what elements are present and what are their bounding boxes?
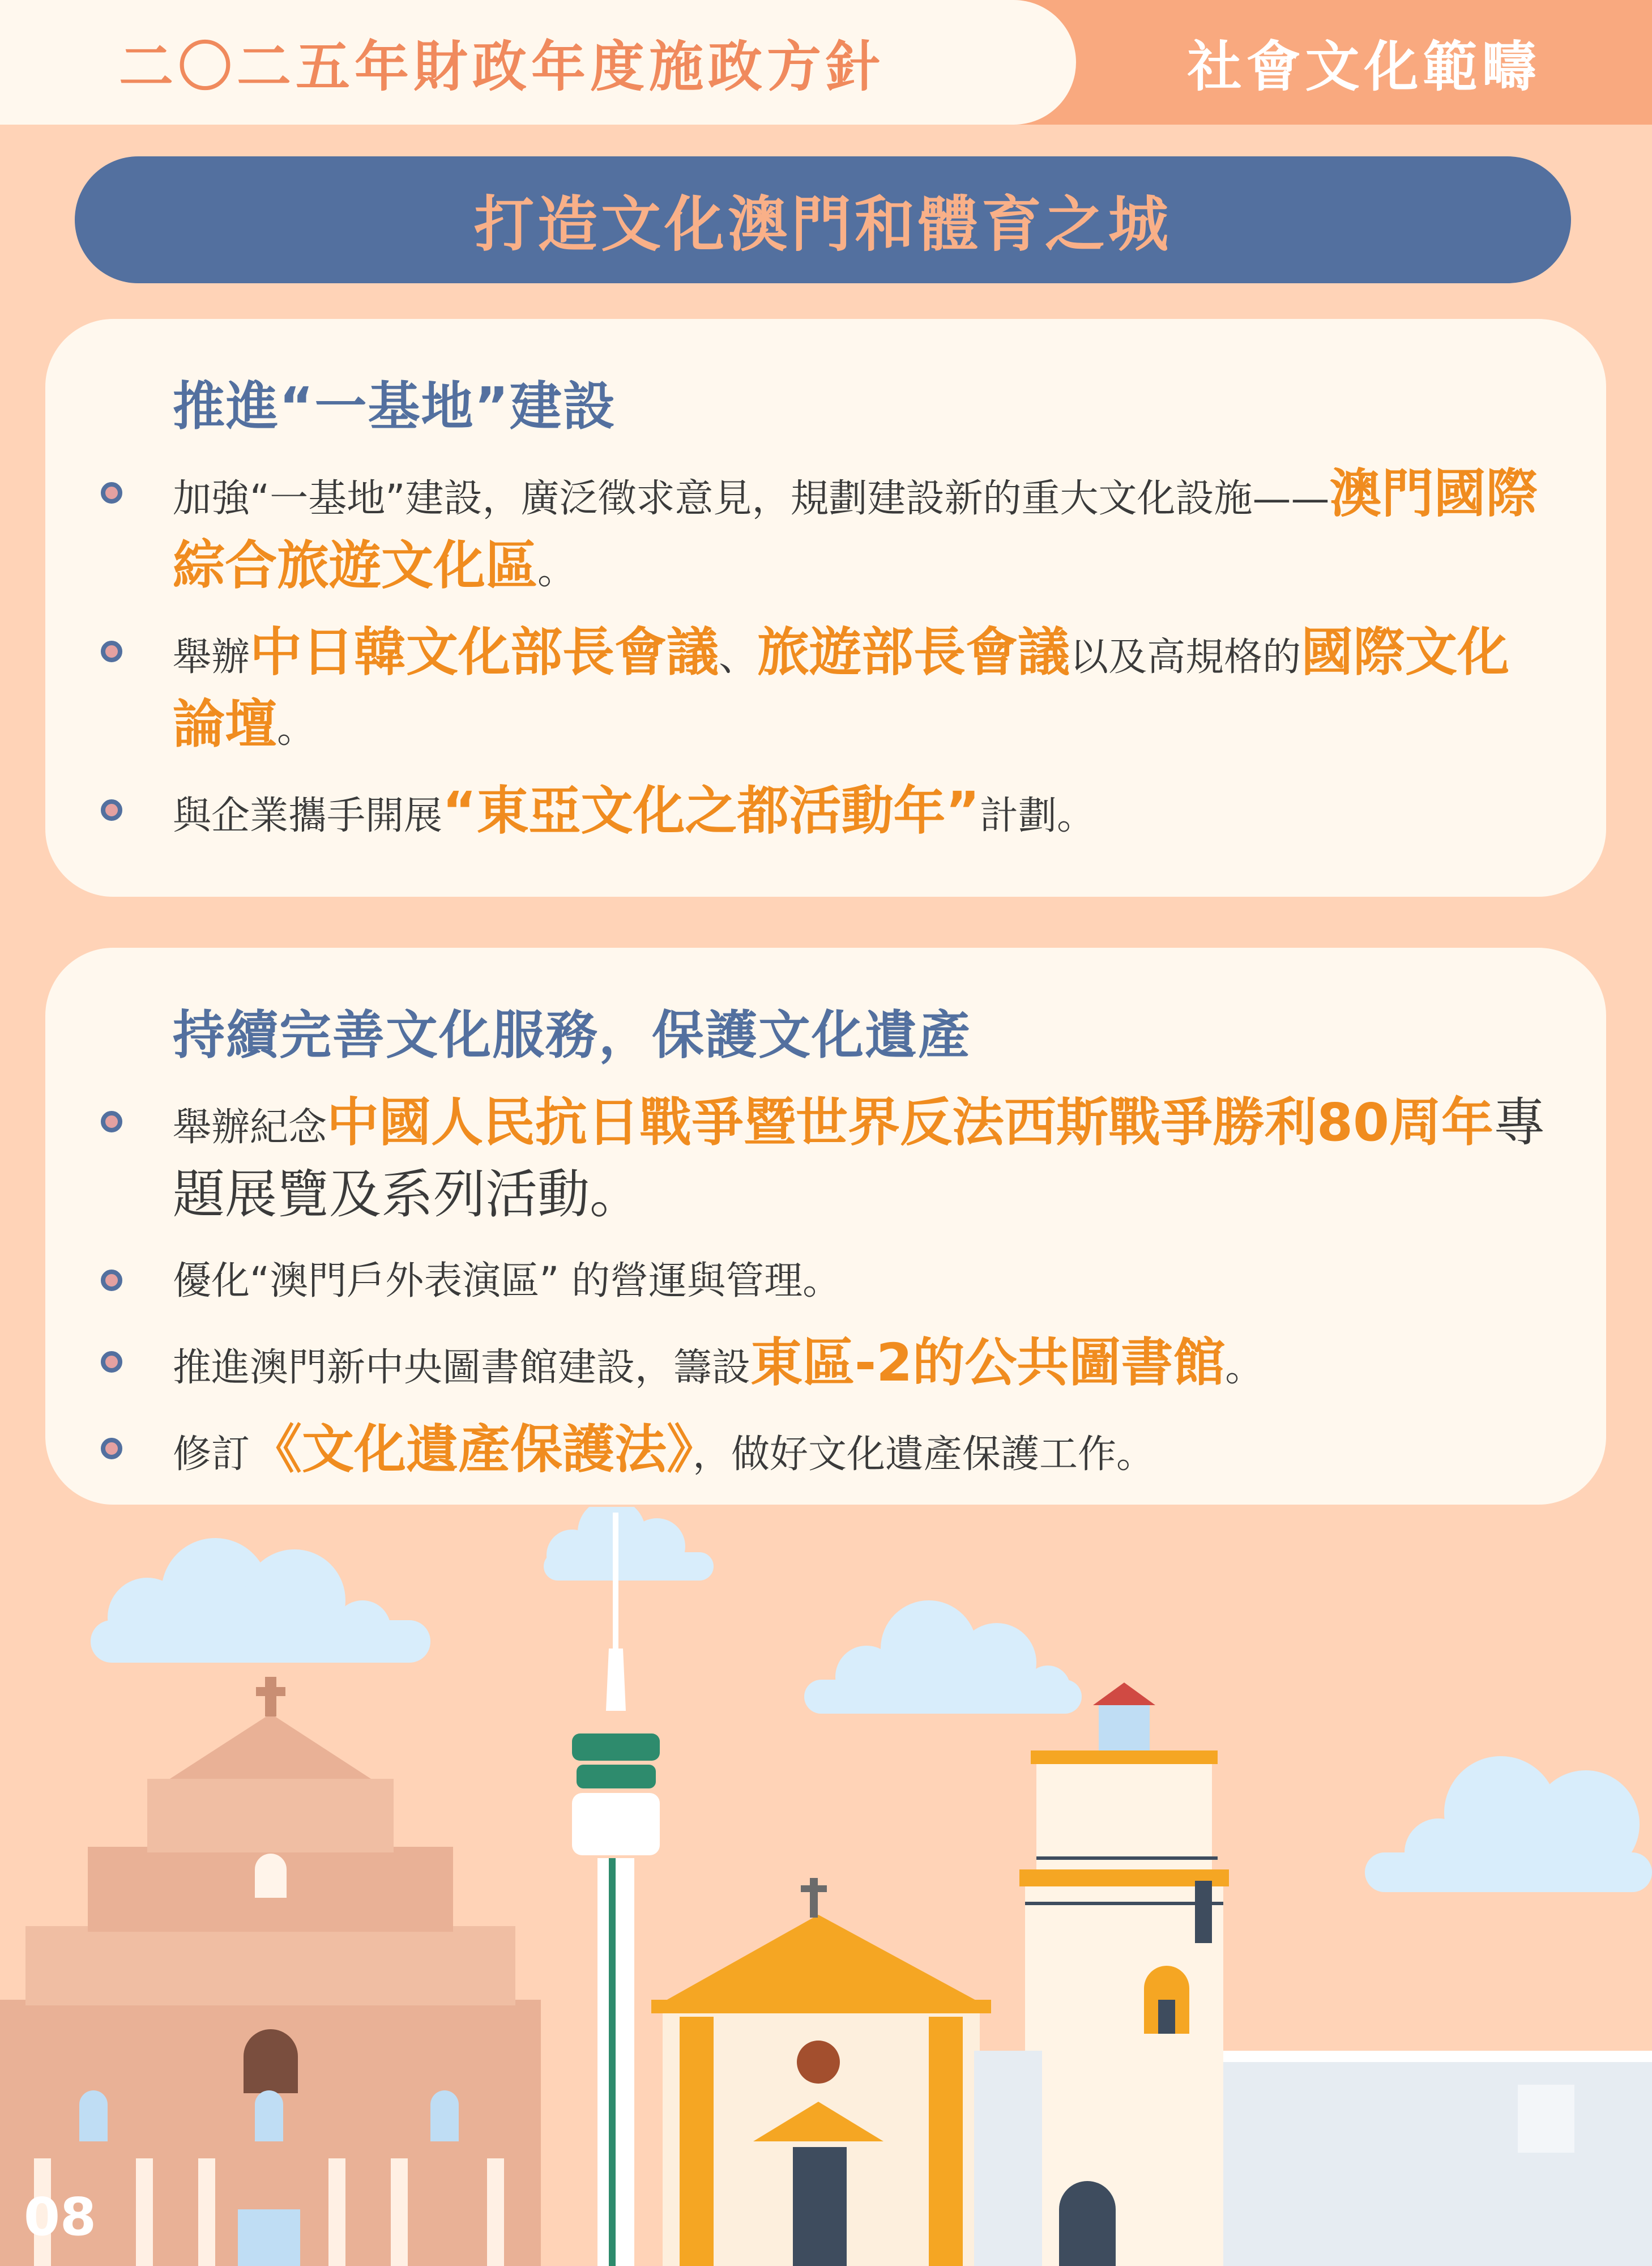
list-item: 加強“一基地”建設，廣泛徵求意見，規劃建設新的重大文化設施——澳門國際綜合旅遊文化區。 <box>173 461 1555 604</box>
macau-skyline-illustration <box>0 1507 1652 2266</box>
bullet-list <box>173 1089 1555 1488</box>
cloud-icon <box>804 1600 1082 1714</box>
top-header-bar <box>0 0 1652 125</box>
section-banner: 打造文化澳門和體育之城 <box>75 156 1571 283</box>
macau-tower <box>572 1513 660 2266</box>
info-card-base-construction <box>45 319 1606 897</box>
highlight-text: 中國人民抗日戰爭暨世界反法西斯戰爭勝利80周年 <box>327 1092 1494 1153</box>
list-item: 舉辦紀念中國人民抗日戰爭暨世界反法西斯戰爭勝利80周年專題展覽及系列活動。 <box>173 1089 1555 1233</box>
highlight-text: 國際文化論壇 <box>173 622 1510 755</box>
list-item: 與企業攜手開展“東亞文化之都活動年”計劃。 <box>173 778 1555 850</box>
list-item: 舉辦中日韓文化部長會議、旅遊部長會議以及高規格的國際文化論壇。 <box>173 619 1555 763</box>
bullet-list <box>173 461 1555 850</box>
list-item: 修訂《文化遺產保護法》，做好文化遺產保護工作。 <box>173 1416 1555 1488</box>
list-item: 優化“澳門戶外表演區” 的營運與管理。 <box>173 1248 1555 1315</box>
report-title-tab <box>0 0 1076 125</box>
highlight-text: 中日韓文化部長會議 <box>250 622 719 683</box>
card-heading: 持續完善文化服務，保護文化遺產 <box>173 1005 972 1066</box>
list-item: 推進澳門新中央圖書館建設，籌設東區-2的公共圖書館。 <box>173 1330 1555 1402</box>
highlight-text: “東亞文化之都活動年” <box>442 781 980 842</box>
highlight-text: 旅遊部長會議 <box>757 622 1070 683</box>
report-title: 二〇二五年財政年度施政方針 <box>119 35 885 99</box>
yellow-church <box>651 1878 991 2266</box>
highlight-text: 《文化遺產保護法》 <box>250 1419 693 1480</box>
guia-lighthouse <box>1019 1683 1229 2266</box>
highlight-text: 澳門國際綜合旅遊文化區 <box>173 463 1538 597</box>
cloud-icon <box>91 1538 430 1663</box>
card-heading: 推進“一基地”建設 <box>173 376 616 437</box>
st-pauls-ruins <box>0 1677 541 2266</box>
cloud-icon <box>544 1507 714 1581</box>
cloud-icon <box>1365 1756 1652 1892</box>
highlight-text: 東區-2的公共圖書館 <box>750 1332 1226 1394</box>
category-label: 社會文化範疇 <box>1187 35 1541 99</box>
page-number: 08 <box>24 2187 97 2247</box>
info-card-cultural-heritage <box>45 948 1606 1505</box>
